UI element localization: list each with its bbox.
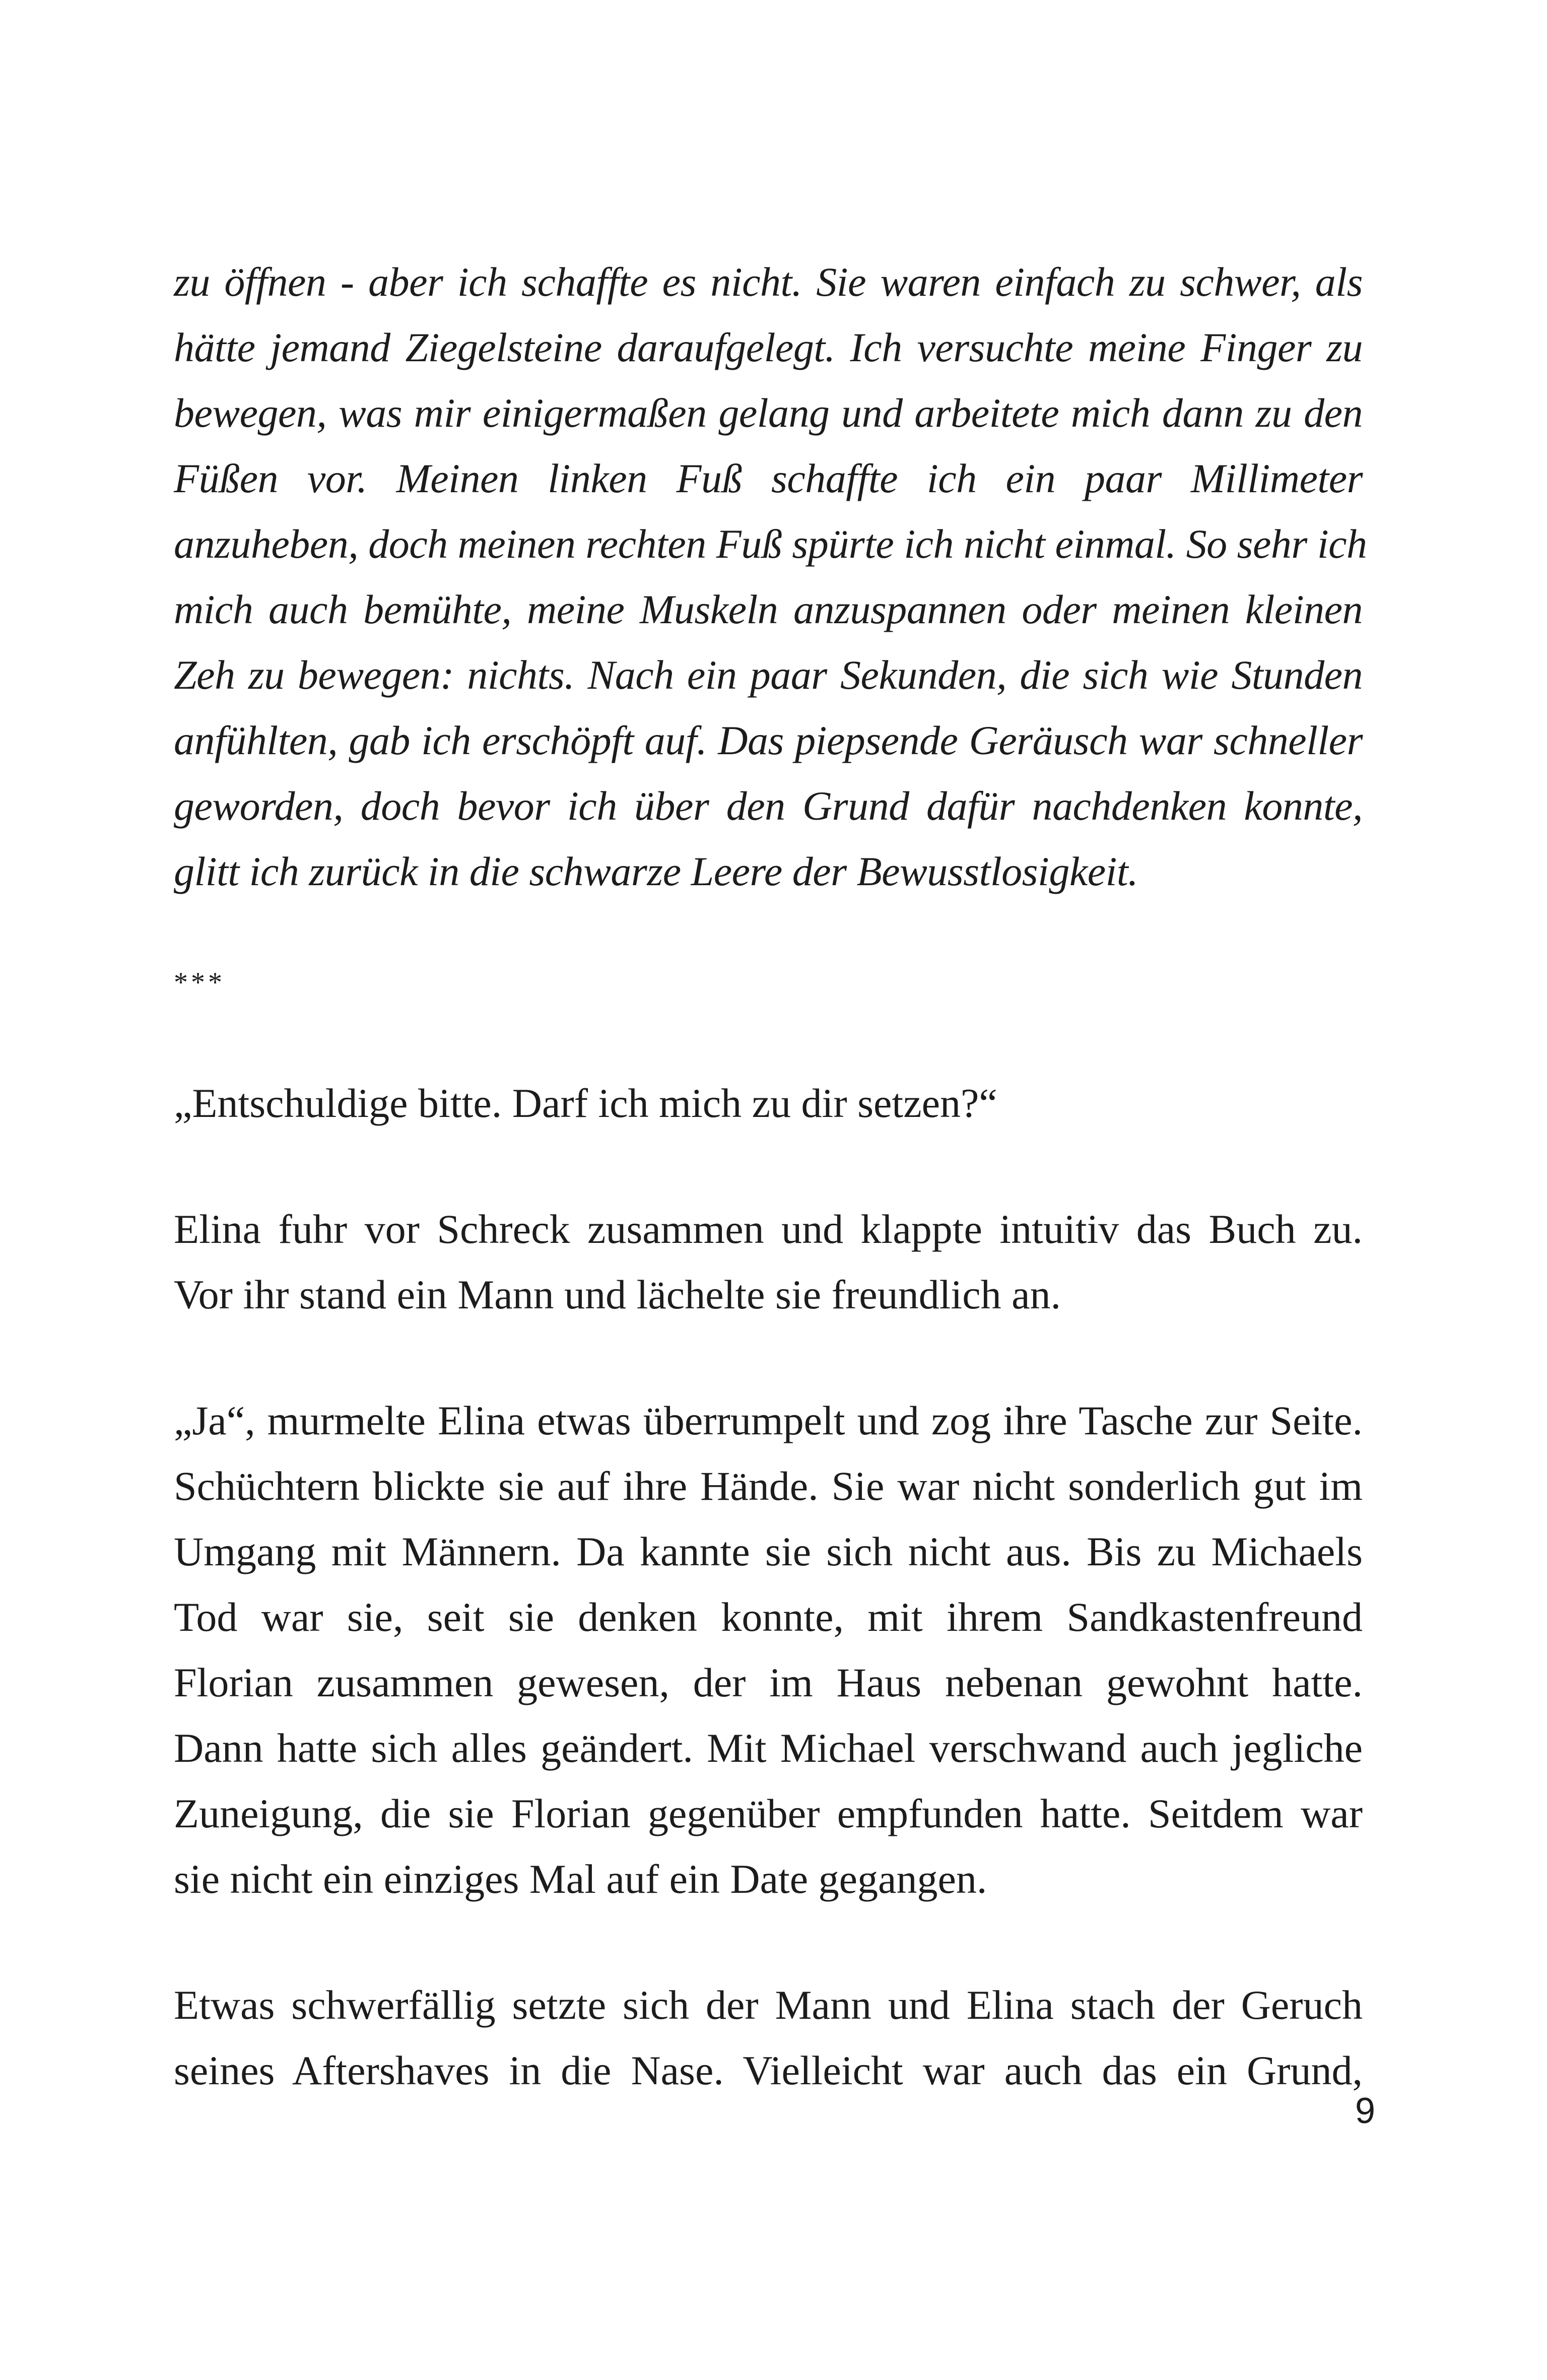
text-line: zu öffnen - aber ich schaffte es nicht. Sie waren einfach zu schwer, als [174, 259, 1363, 305]
text-line: „Ja“, murmelte Elina etwas überrumpelt und zog ihre Tasche zur Seite. [174, 1398, 1363, 1443]
text-line: Umgang mit Männern. Da kannte sie sich nicht aus. Bis zu Michaels [174, 1529, 1363, 1574]
text-line: Elina fuhr vor Schreck zusammen und klappte intuitiv das Buch zu. [174, 1206, 1363, 1252]
text-line: Florian zusammen gewesen, der im Haus nebenan gewohnt hatte. [174, 1660, 1363, 1705]
text-line: mich auch bemühte, meine Muskeln anzuspannen oder meinen kleinen [174, 586, 1363, 632]
text-line: Vor ihr stand ein Mann und lächelte sie freundlich an. [174, 1272, 1061, 1317]
text-line: seines Aftershaves in die Nase. Vielleicht war auch das ein Grund, [174, 2047, 1363, 2093]
text-line: Etwas schwerfällig setzte sich der Mann und Elina stach der Geruch [174, 1982, 1363, 2028]
text-line: Füßen vor. Meinen linken Fuß schaffte ich ein paar Millimeter [174, 455, 1363, 501]
text-line: bewegen, was mir einigermaßen gelang und arbeitete mich dann zu den [174, 390, 1363, 436]
text-line: Schüchtern blickte sie auf ihre Hände. Sie war nicht sonderlich gut im [174, 1463, 1363, 1509]
page-number: 9 [1355, 2091, 1375, 2131]
text-line: Zuneigung, die sie Florian gegenüber empfunden hatte. Seitdem war [174, 1791, 1363, 1836]
text-line: „Entschuldige bitte. Darf ich mich zu dir setzen?“ [174, 1080, 997, 1126]
text-line: anzuheben, doch meinen rechten Fuß spürte ich nicht einmal. So sehr ich [174, 521, 1367, 567]
text-line: geworden, doch bevor ich über den Grund dafür nachdenken konnte, [174, 783, 1363, 829]
text-line: hätte jemand Ziegelsteine daraufgelegt. Ich versuchte meine Finger zu [174, 324, 1363, 370]
text-line: Zeh zu bewegen: nichts. Nach ein paar Sekunden, die sich wie Stunden [174, 652, 1363, 698]
scene-separator: *** [174, 967, 225, 998]
text-line: anfühlten, gab ich erschöpft auf. Das piepsende Geräusch war schneller [174, 717, 1363, 763]
text-line: Dann hatte sich alles geändert. Mit Michael verschwand auch jegliche [174, 1725, 1363, 1771]
text-line: glitt ich zurück in die schwarze Leere der Bewusstlosigkeit. [174, 848, 1138, 894]
text-line: sie nicht ein einziges Mal auf ein Date gegangen. [174, 1856, 987, 1902]
text-line: Tod war sie, seit sie denken konnte, mit ihrem Sandkastenfreund [174, 1594, 1363, 1640]
